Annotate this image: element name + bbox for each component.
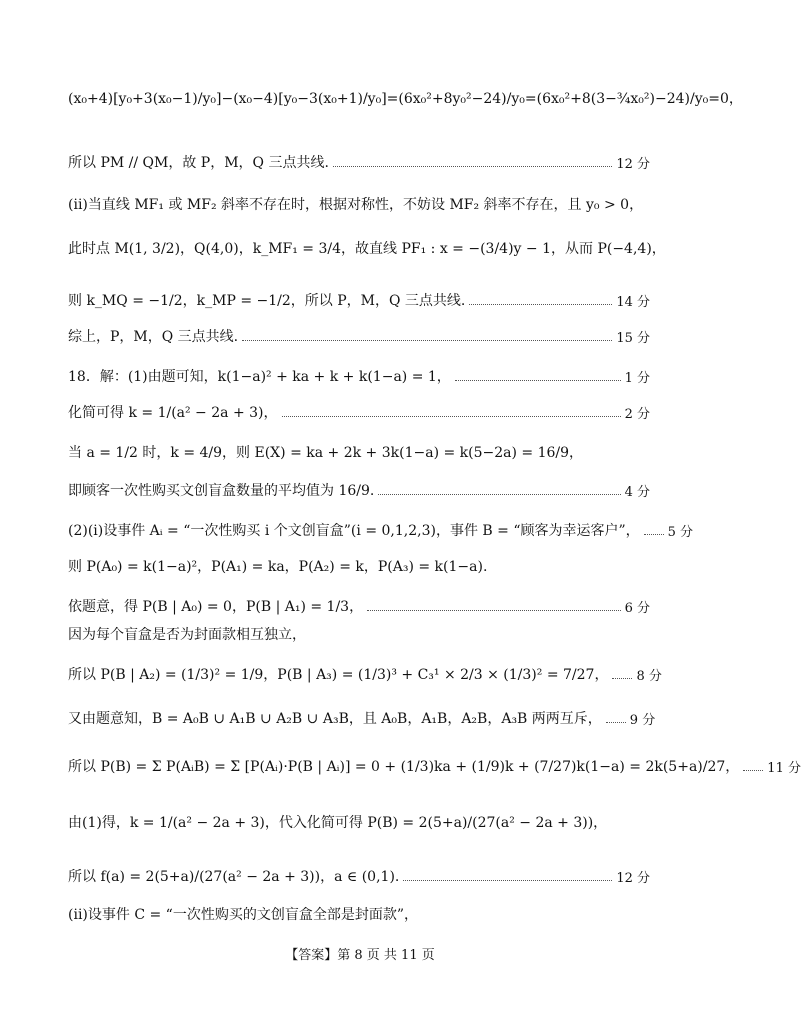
- point-m-line: 此时点 M(1, 3/2)，Q(4,0)，k_MF₁ = 3/4，故直线 PF₁ : x = −(3/4)y − 1，从而 P(−4,4)，: [68, 241, 666, 257]
- page-footer: 【答案】第 8 页 共 11 页: [285, 948, 435, 963]
- event-def-line: (2)(i)设事件 Aᵢ = “一次性购买 i 个文创盲盒”(i = 0,1,2,3)，事件 B = “顾客为幸运客户”， 5 分: [68, 523, 694, 540]
- equation-line-1: [68, 88, 743, 108]
- conclusion-collinear-1: 所以 PM // QM，故 P，M，Q 三点共线. 12 分: [68, 152, 650, 172]
- leader-dots: [333, 166, 612, 167]
- average-line: 即顾客一次性购买文创盲盒数量的平均值为 16/9. 4 分: [68, 483, 650, 500]
- cond-prob-2-line: 所以 P(B | A₂) = (1/3)² = 1/9，P(B | A₃) = (1/3)³ + C₃¹ × 2/3 × (1/3)² = 7/27， 8 分: [68, 667, 662, 684]
- line-text: (x₀+4)[y₀+3(x₀−1)/y₀]−(x₀−4)[y₀−3(x₀+1)/y₀]=(6x₀²+8y₀²−24)/y₀=(6x₀²+8(3−¾x₀²)−24)/y₀=0，: [68, 91, 743, 107]
- slopes-line: 则 k_MQ = −1/2，k_MP = −1/2，所以 P，M，Q 三点共线. 14 分: [68, 293, 650, 310]
- cond-prob-line: 依题意，得 P(B | A₀) = 0，P(B | A₁) = 1/3， 6 分: [68, 599, 650, 616]
- expectation-line: 当 a = 1/2 时，k = 4/9，则 E(X) = ka + 2k + 3k(1−a) = k(5−2a) = 16/9，: [68, 445, 584, 461]
- event-c-line: (ii)设事件 C = “一次性购买的文创盲盒全部是封面款”，: [68, 907, 418, 923]
- fa-line: 所以 f(a) = 2(5+a)/(27(a² − 2a + 3))，a ∈ (0,1). 12 分: [68, 869, 650, 886]
- independence-line: 因为每个盲盒是否为封面款相互独立，: [68, 627, 306, 643]
- total-prob-line: 所以 P(B) = Σ P(AᵢB) = Σ [P(Aᵢ)·P(B | Aᵢ)] = 0 + (1/3)ka + (1/9)k + (7/27)k(1−a) = 2k(5+a)/27， 11 分: [68, 759, 801, 776]
- prob-a-line: 则 P(A₀) = k(1−a)²，P(A₁) = ka，P(A₂) = k，P(A₃) = k(1−a).: [68, 559, 488, 575]
- union-line: 又由题意知，B = A₀B ∪ A₁B ∪ A₂B ∪ A₃B，且 A₀B，A₁B，A₂B，A₃B 两两互斥， 9 分: [68, 711, 656, 728]
- case-ii-intro: (ii)当直线 MF₁ 或 MF₂ 斜率不存在时，根据对称性，不妨设 MF₂ 斜率不存在，且 y₀ > 0，: [68, 197, 644, 213]
- simplify-k-line: 化简可得 k = 1/(a² − 2a + 3)， 2 分: [68, 405, 650, 422]
- q18-part1-line: 18．解：(1)由题可知，k(1−a)² + ka + k + k(1−a) = 1， 1 分: [68, 369, 650, 386]
- score-label: 12 分: [616, 156, 650, 172]
- substitute-line: 由(1)得，k = 1/(a² − 2a + 3)，代入化简可得 P(B) = 2(5+a)/(27(a² − 2a + 3))，: [68, 815, 608, 831]
- summary-line: 综上，P，M，Q 三点共线. 15 分: [68, 329, 650, 346]
